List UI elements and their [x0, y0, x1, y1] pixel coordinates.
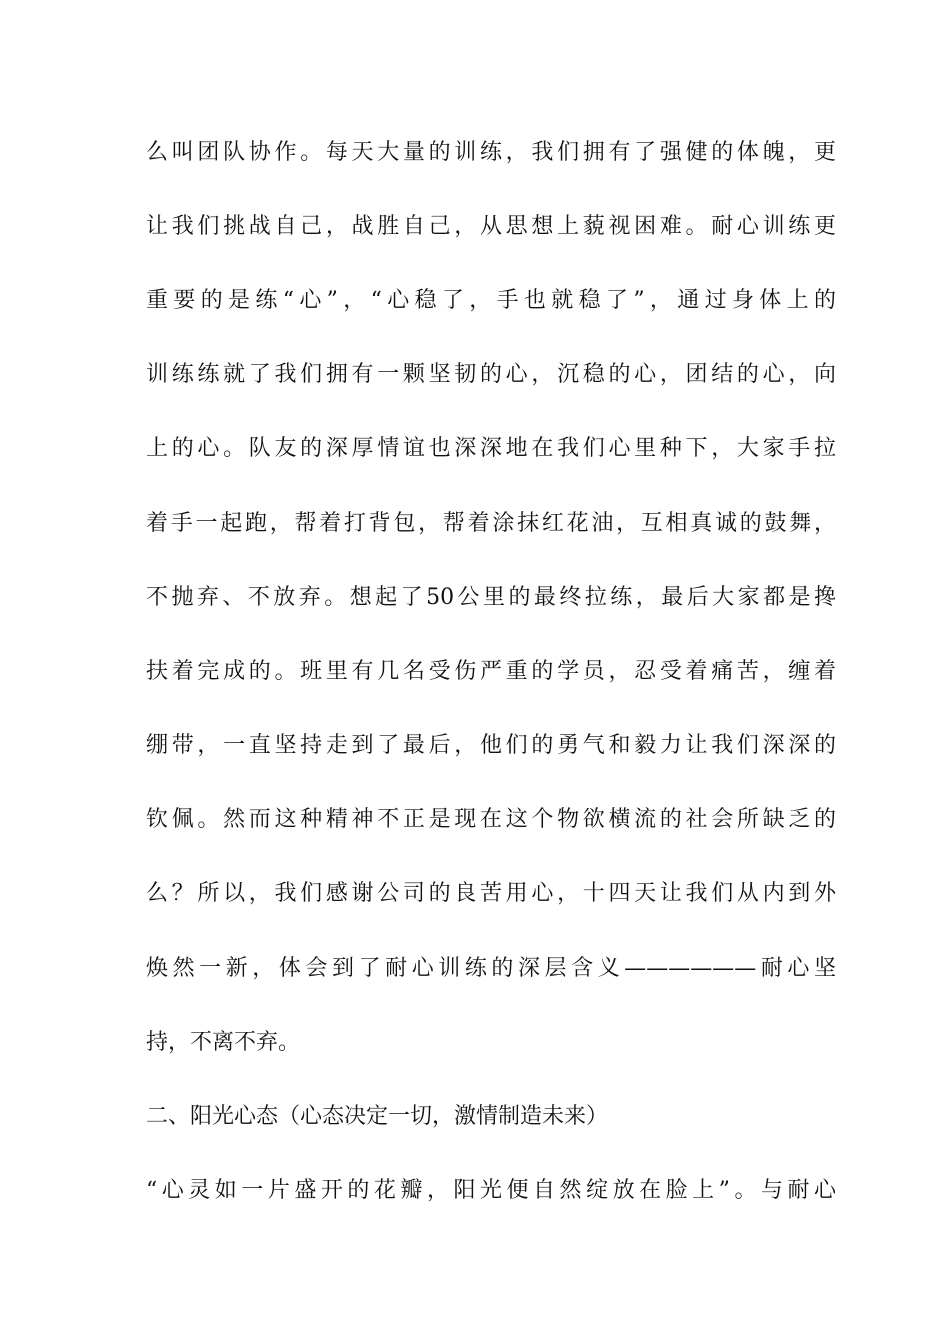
text-line: “心灵如一片盛开的花瓣，阳光便自然绽放在脸上”。与耐心	[146, 1178, 836, 1203]
text-line: 么？所以，我们感谢公司的良苦用心，十四天让我们从内到外	[146, 881, 836, 906]
text-line: 焕然一新，体会到了耐心训练的深层含义——————耐心坚	[146, 956, 836, 981]
section-heading: 二、阳光心态（心态决定一切，激情制造未来）	[146, 1104, 609, 1129]
text-line: 持，不离不弃。	[146, 1030, 301, 1055]
text-line: 上的心。队友的深厚情谊也深深地在我们心里种下，大家手拉	[146, 436, 836, 461]
text-line: 训练练就了我们拥有一颗坚韧的心，沉稳的心，团结的心，向	[146, 362, 836, 387]
text-line: 扶着完成的。班里有几名受伤严重的学员，忍受着痛苦，缠着	[146, 659, 836, 684]
text-line: 让我们挑战自己，战胜自己，从思想上藐视困难。耐心训练更	[146, 214, 836, 239]
text-line: 钦佩。然而这种精神不正是现在这个物欲横流的社会所缺乏的	[146, 807, 836, 832]
text-line: 不抛弃、不放弃。想起了50公里的最终拉练，最后大家都是搀	[146, 585, 836, 610]
text-line: 么叫团队协作。每天大量的训练，我们拥有了强健的体魄，更	[146, 140, 836, 165]
text-line: 重要的是练“心”，“心稳了，手也就稳了”，通过身体上的	[146, 288, 836, 313]
text-line: 着手一起跑，帮着打背包，帮着涂抹红花油，互相真诚的鼓舞，	[146, 511, 836, 536]
text-line: 绷带，一直坚持走到了最后，他们的勇气和毅力让我们深深的	[146, 733, 836, 758]
